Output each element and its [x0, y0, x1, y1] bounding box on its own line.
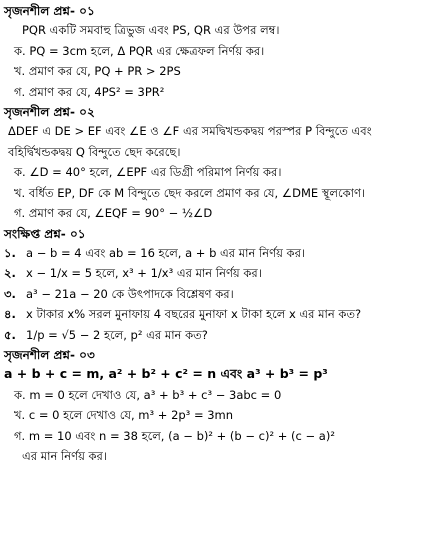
question-stem: a + b + c = m, a² + b² + c² = n এবং a³ + b³ = p³	[4, 366, 328, 381]
section-heading: সৃজনশীল প্রশ্ন- ০৩	[4, 348, 95, 362]
short-question-item	[4, 304, 428, 325]
item-text: a³ − 21a − 20 কে উৎপাদকে বিশ্লেষণ কর।	[26, 286, 234, 301]
question-part-ga: গ. প্রমাণ কর যে, 4PS² = 3PR²	[14, 84, 165, 99]
question-stem: ΔDEF এ DE > EF এবং ∠E ও ∠F এর সমদ্বিখন্ডকদ্বয় পরস্পর P বিন্দুতে এবং	[8, 124, 372, 138]
question-part-ga-continued: এর মান নির্ণয় কর।	[22, 449, 107, 463]
question-document	[4, 2, 428, 467]
question-part-kha: খ. c = 0 হলে দেখাও যে, m³ + 2p³ = 3mn	[14, 408, 234, 422]
question-part-kha: খ. বর্ধিত EP, DF কে M বিন্দুতে ছেদ করলে প্রমাণ কর যে, ∠DME স্থূলকোণ।	[14, 185, 366, 200]
item-number: ২.	[4, 266, 16, 280]
section-heading: সৃজনশীল প্রশ্ন- ০১	[4, 4, 95, 18]
section-heading: সংক্ষিপ্ত প্রশ্ন- ০১	[4, 226, 86, 241]
question-stem: PQR একটি সমবাহু ত্রিভুজ এবং PS, QR এর উপর লম্ব।	[22, 23, 280, 37]
question-part-ka: ক. ∠D = 40° হলে, ∠EPF এর ডিগ্রী পরিমাপ নির্ণয় কর।	[14, 165, 282, 179]
short-question-item	[4, 284, 428, 305]
item-number: ৪.	[4, 307, 16, 321]
short-question-item	[4, 325, 428, 346]
question-part-kha: খ. প্রমাণ কর যে, PQ + PR > 2PS	[14, 64, 181, 78]
item-number: ৫.	[4, 327, 16, 342]
section-heading: সৃজনশীল প্রশ্ন- ০২	[4, 105, 95, 119]
item-number: ১.	[4, 245, 16, 260]
question-part-ka: ক. m = 0 হলে দেখাও যে, a³ + b³ + c³ − 3abc = 0	[14, 387, 282, 402]
item-number: ৩.	[4, 286, 16, 301]
short-question-item	[4, 243, 428, 264]
item-text: a − b = 4 এবং ab = 16 হলে, a + b এর মান নির্ণয় কর।	[26, 245, 306, 260]
question-part-ga: গ. m = 10 এবং n = 38 হলে, (a − b)² + (b − c)² + (c − a)²	[14, 428, 335, 443]
short-question-item	[4, 263, 428, 284]
item-text: 1/p = √5 − 2 হলে, p² এর মান কত?	[26, 327, 208, 342]
item-text: x − 1/x = 5 হলে, x³ + 1/x³ এর মান নির্ণয় কর।	[26, 266, 262, 280]
question-part-ka: ক. PQ = 3cm হলে, Δ PQR এর ক্ষেত্রফল নির্ণয় কর।	[14, 43, 265, 58]
question-stem-continued: বহির্দ্বিখন্ডকদ্বয় Q বিন্দুতে ছেদ করেছে।	[8, 144, 181, 159]
item-text: x টাকার x% সরল মুনাফায় 4 বছরের মুনাফা x টাকা হলে x এর মান কত?	[26, 307, 362, 321]
question-part-ga: গ. প্রমাণ কর যে, ∠EQF = 90° − ½∠D	[14, 206, 213, 220]
